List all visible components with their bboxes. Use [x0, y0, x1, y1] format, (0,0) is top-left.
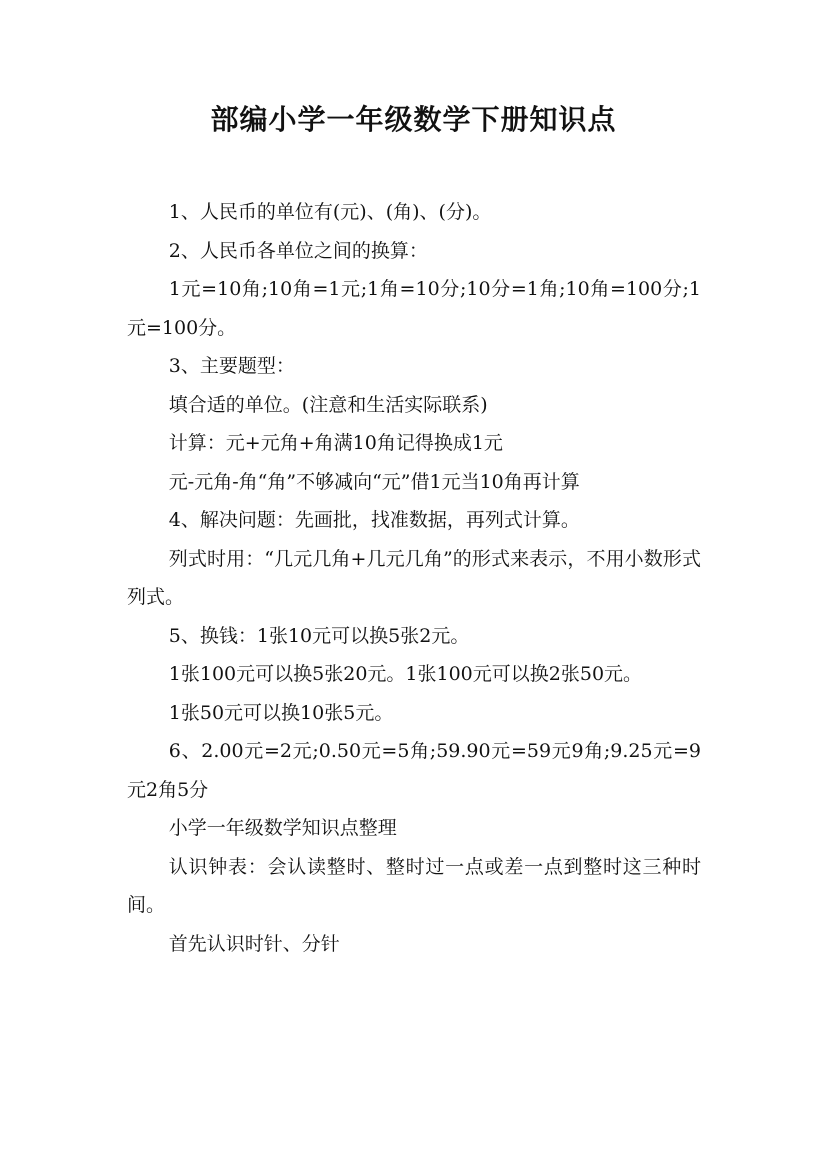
paragraph-question-types: 3、主要题型： [168, 355, 295, 377]
paragraph-subtraction: 元-元角-角“角”不够减向“元”借1元当10角再计算 [168, 470, 580, 493]
paragraph-section-heading: 小学一年级数学知识点整理 [168, 817, 397, 839]
paragraph-clock-reading: 认识钟表：会认读整时、整时过一点或差一点到整时这三种时间。 [127, 855, 701, 916]
paragraph-conversion-rules: 1元=10角;10角=1元;1角=10分;10分=1角;10角=100分;1元=100分。 [127, 278, 701, 339]
paragraph-exchange-100: 1张100元可以换5张20元。1张100元可以换2张50元。 [168, 663, 643, 685]
paragraph-exchange-10: 5、换钱：1张10元可以换5张2元。 [168, 624, 470, 647]
paragraph-expression-format: 列式时用：“几元几角+几元几角”的形式来表示，不用小数形式列式。 [127, 547, 701, 608]
paragraph-currency-units: 1、人民币的单位有(元)、(角)、(分)。 [168, 201, 492, 223]
paragraph-fill-units: 填合适的单位。(注意和生活实际联系) [168, 393, 488, 416]
paragraph-problem-solving: 4、解决问题：先画批，找准数据，再列式计算。 [168, 509, 580, 531]
document-title: 部编小学一年级数学下册知识点 [210, 103, 617, 136]
paragraph-conversion-heading: 2、人民币各单位之间的换算： [168, 239, 428, 262]
paragraph-exchange-50: 1张50元可以换10张5元。 [168, 701, 394, 724]
paragraph-clock-hands: 首先认识时针、分针 [168, 932, 340, 955]
paragraph-decimal-conversion: 6、2.00元=2元;0.50元=5角;59.90元=59元9角;9.25元=9元2角5分 [127, 740, 701, 801]
paragraph-addition: 计算：元+元角+角满10角记得换成1元 [168, 432, 503, 454]
document-body [127, 193, 701, 963]
